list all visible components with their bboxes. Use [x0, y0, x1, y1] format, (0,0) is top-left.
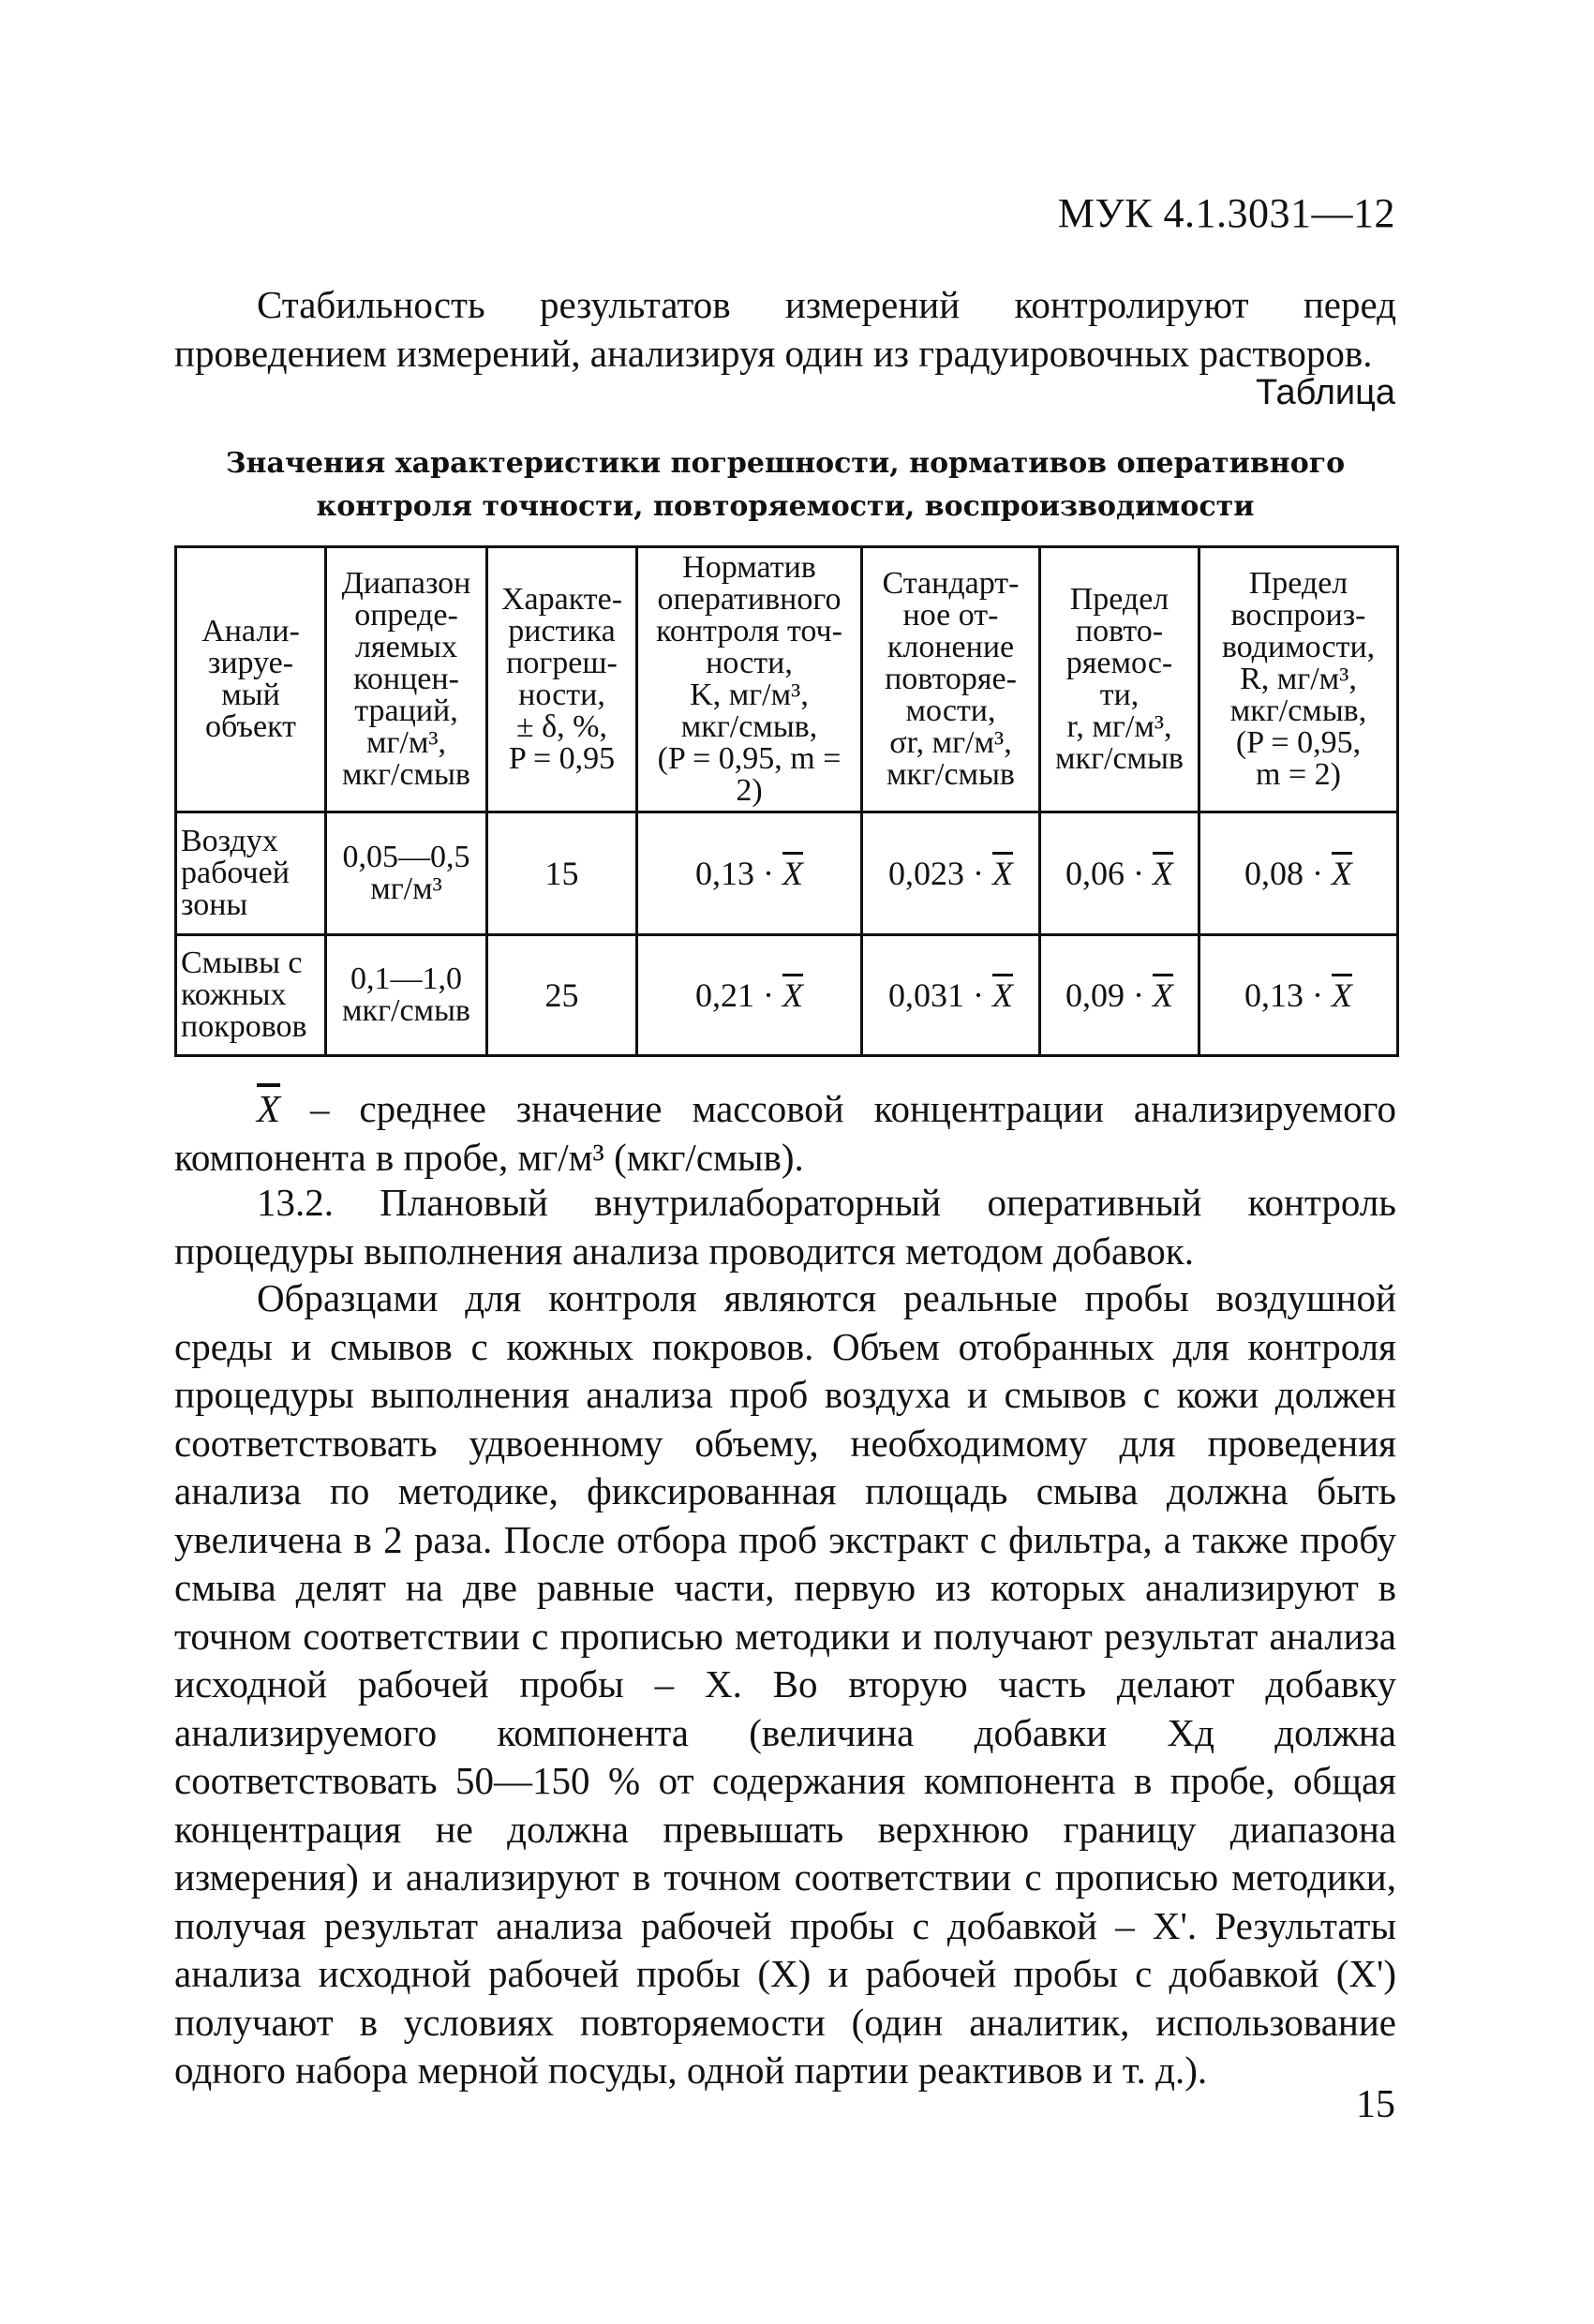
- table-row: [176, 935, 1398, 1056]
- table-header-row: [176, 547, 1398, 812]
- page-number: 15: [1356, 2083, 1395, 2126]
- legend-paragraph: [174, 1085, 1396, 1182]
- x-bar-symbol: $\overline{X}$: [1332, 855, 1352, 892]
- x-bar-symbol: $\overline{X}$: [782, 976, 803, 1014]
- header-object: Анали- зируе- мый объект: [176, 547, 326, 812]
- cell-k: $0,13 \cdot \overline{X}$: [637, 812, 862, 935]
- samples-paragraph: Образцами для контроля являются реальные пробы воздушной среды и смывов с кожных покровов. Объем отобранных для контроля процедуры выполнения анализа проб воздуха и смывов с кожи должен соответствовать удвоенному объему, необходимому для проведения анализа по методике, фиксированная площадь смыва должна быть увеличена в 2 раза. После отбора проб экстракт с фильтра, а также пробу смыва делят на две равные части, первую из которых анализируют в точном соответствии с прописью методики и получают результат анализа исходной рабочей пробы – X. Во вторую часть делают добавку анализируемого компонента (величина добавки Xд должна соответствовать 50—150 % от содержания компонента в пробе, общая концентрация не должна превышать верхнюю границу диапазона измерения) и анализируют в точном соответствии с прописью методики, получая результат анализа рабочей пробы с добавкой – X'. Результаты анализа исходной рабочей пробы (X) и рабочей пробы с добавкой (X') получают в условиях повторяемости (один аналитик, использование одного набора мерной посуды, одной партии реактивов и т. д.).: [174, 1276, 1396, 2092]
- accuracy-table: [174, 545, 1399, 1057]
- header-r: Предел повто- ряемос- ти, r, мг/м³, мкг/смыв: [1040, 547, 1199, 812]
- cell-range: 0,1—1,0 мкг/смыв: [326, 935, 487, 1056]
- cell-k: $0,21 \cdot \overline{X}$: [637, 935, 862, 1056]
- header-k: Норматив оперативного контроля точ- ности, K, мг/м³, мкг/смыв, (P = 0,95, m = 2): [637, 547, 862, 812]
- cell-delta: 15: [487, 812, 637, 935]
- x-bar-symbol: $\overline{X}$: [992, 976, 1013, 1014]
- x-bar-symbol: $\overline{X}$: [1332, 976, 1352, 1014]
- header-big-r: Предел воспроиз- водимости, R, мг/м³, мкг/смыв, (P = 0,95, m = 2): [1199, 547, 1398, 812]
- x-bar-symbol: $\overline{X}$: [992, 855, 1013, 892]
- legend-text: – среднее значение массовой концентрации анализируемого компонента в пробе, мг/м³ (мкг/смыв).: [174, 1087, 1396, 1179]
- cell-sigma-r: $0,023 \cdot \overline{X}$: [862, 812, 1040, 935]
- table-label: Таблица: [1256, 373, 1395, 412]
- x-bar-symbol: $\overline{X}$: [257, 1087, 281, 1130]
- header-delta: Характе- ристика погреш- ности, ± δ, %, P = 0,95: [487, 547, 637, 812]
- section-13-2: 13.2. Плановый внутрилабораторный оперативный контроль процедуры выполнения анализа проводится методом добавок.: [174, 1181, 1396, 1273]
- x-bar-symbol: $\overline{X}$: [1153, 976, 1173, 1014]
- cell-r: $0,06 \cdot \overline{X}$: [1040, 812, 1199, 935]
- cell-sigma-r: $0,031 \cdot \overline{X}$: [862, 935, 1040, 1056]
- cell-delta: 25: [487, 935, 637, 1056]
- document-code: МУК 4.1.3031—12: [1057, 190, 1395, 236]
- intro-paragraph: Стабильность результатов измерений контролируют перед проведением измерений, анализируя один из градуировочных растворов.: [174, 283, 1396, 375]
- table-row: [176, 812, 1398, 935]
- header-sigma-r: Стандарт- ное от- клонение повторяе- мости, σr, мг/м³, мкг/смыв: [862, 547, 1040, 812]
- cell-r: $0,09 \cdot \overline{X}$: [1040, 935, 1199, 1056]
- cell-big-r: $0,08 \cdot \overline{X}$: [1199, 812, 1398, 935]
- x-bar-symbol: $\overline{X}$: [782, 855, 803, 892]
- cell-range: 0,05—0,5 мг/м³: [326, 812, 487, 935]
- cell-big-r: $0,13 \cdot \overline{X}$: [1199, 935, 1398, 1056]
- header-range: Диапазон опреде- ляемых концен- траций, мг/м³, мкг/смыв: [326, 547, 487, 812]
- table-caption: Значения характеристики погрешности, нормативов оперативного контроля точности, повторяемости, воспроизводимости: [225, 447, 1346, 523]
- cell-object: Смывы с кожных покровов: [176, 935, 326, 1056]
- x-bar-symbol: $\overline{X}$: [1153, 855, 1173, 892]
- cell-object: Воздух рабочей зоны: [176, 812, 326, 935]
